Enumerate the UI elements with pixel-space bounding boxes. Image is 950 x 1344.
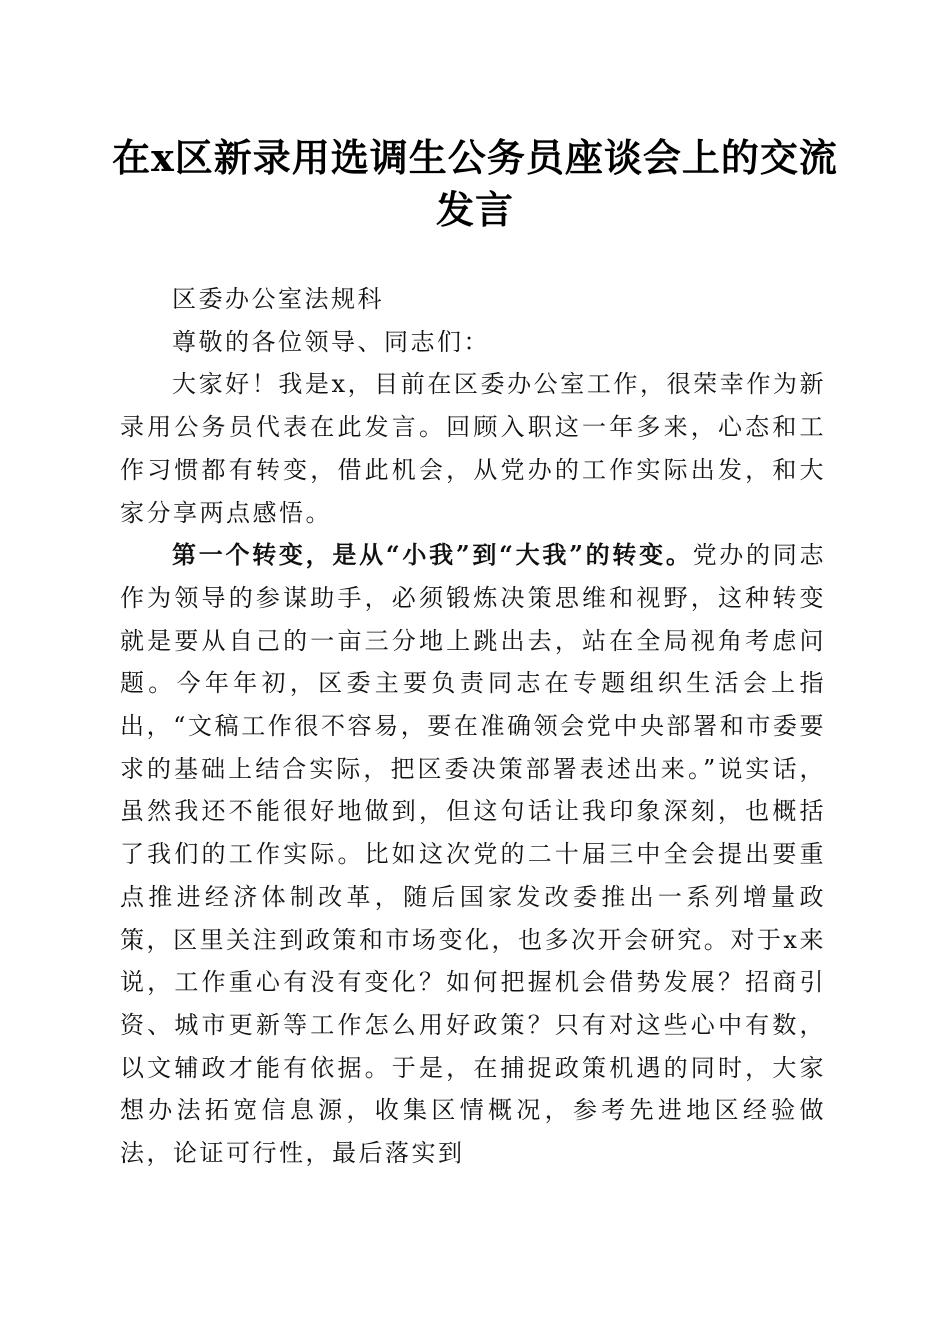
author-line: 区委办公室法规科 (172, 285, 384, 313)
document-body (120, 278, 826, 1175)
paragraph-2-heading: 第一个转变，是从“小我”到“大我”的转变。 (172, 540, 693, 570)
paragraph-2 (120, 534, 826, 1175)
salutation: 尊敬的各位领导、同志们： (172, 327, 490, 356)
document-title: 在x区新录用选调生公务员座谈会上的交流发言 (112, 135, 838, 232)
paragraph-2-body: 党办的同志作为领导的参谋助手，必须锻炼决策思维和视野，这种转变就是要从自己的一亩三分地上跳出去，站在全局视角考虑问题。今年年初，区委主要负责同志在专题组织生活会上指出，“文稿工作很不容易，要在准确领会党中央部署和市委要求的基础上结合实际，把区委决策部署表述出来。”说实话，虽然我还不能很好地做到，但这句话让我印象深刻，也概括了我们的工作实际。比如这次党的二十届三中全会提出要重点推进经济体制改革，随后国家发改委推出一系列增量政策，区里关注到政策和市场变化，也多次开会研究。对于x来说，工作重心有没有变化？如何把握机会借势发展？招商引资、城市更新等工作怎么用好政策？只有对这些心中有数，以文辅政才能有依据。于是，在捕捉政策机遇的同时，大家想办法拓宽信息源，收集区情概况，参考先进地区经验做法，论证可行性，最后落实到 (120, 541, 827, 1168)
paragraph-1: 大家好！我是x，目前在区委办公室工作，很荣幸作为新录用公务员代表在此发言。回顾入职这一年多来，心态和工作习惯都有转变，借此机会，从党办的工作实际出发，和大家分享两点感悟。 (120, 370, 826, 527)
